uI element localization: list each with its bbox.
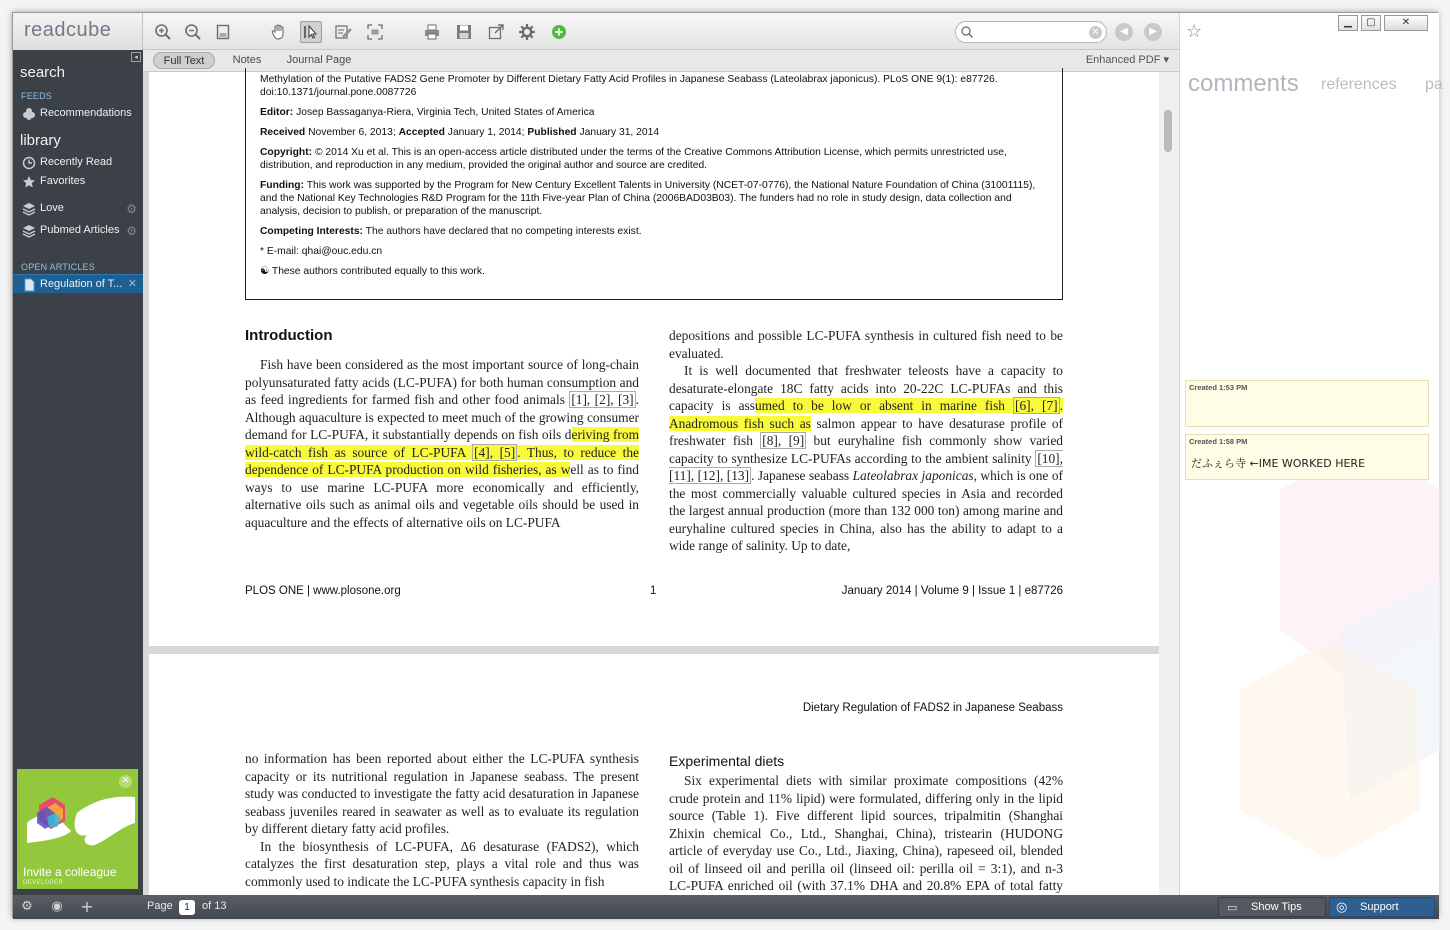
sidebar-item-label: Regulation of T... [40,278,123,290]
comment-timestamp: Created 1:58 PM [1189,437,1248,446]
sidebar [13,50,143,895]
add-icon[interactable]: + [80,897,94,916]
gear-icon[interactable]: ⚙ [126,224,137,238]
search-box[interactable] [955,21,1107,43]
text-run: It is well documented that freshwater teleosts have a capacity to desaturate-elongate 18C fatty acids into 20-22C LC-PUFAs and this capacity is ass [669,363,1063,413]
snapshot-icon[interactable] [364,21,386,43]
dates-line [260,126,1048,139]
sidebar-item-love[interactable] [13,199,143,219]
comment-card[interactable] [1185,380,1429,427]
external-icon[interactable] [485,21,507,43]
show-tips-button[interactable] [1218,897,1326,917]
sidebar-library[interactable]: library [20,132,61,149]
experimental-diets-heading: Experimental diets [669,753,785,769]
copyright: © 2014 Xu et al. This is an open-access article distributed under the terms of the Creative Commons Attribution License, which permits unrestricted use, distribution, and reproduction in any medium, provided the original author and source are credited. [260,147,1007,171]
sidebar-item-favorites[interactable] [13,172,143,192]
zoom-in-icon[interactable] [152,21,174,43]
highlight[interactable]: . Thus, to reduce the dependence of LC-PUFA production on wild fisheries, as w [245,444,639,477]
comment-card[interactable] [1185,434,1429,480]
sidebar-item-label: Recommendations [40,107,132,119]
hands-icon [17,783,138,865]
paragraph [245,356,639,531]
comment-text[interactable]: だふぇら寺 ←IME WORKED HERE [1191,457,1366,470]
text-select-icon[interactable] [300,21,322,43]
funding-label: Funding: [260,180,305,191]
copyright-label: Copyright: [260,147,313,158]
app-window [12,12,1443,918]
citation-link[interactable]: [4], [5] [474,444,516,460]
settings-icon[interactable]: ⚙ [21,899,33,914]
minimize-button[interactable]: ▁ [1338,15,1358,31]
citation-link[interactable]: [1], [2], [3] [571,392,634,407]
settings-icon[interactable] [516,21,538,43]
left-column [245,356,639,531]
pdf-page-1 [149,72,1159,646]
invite-subtitle: DEVELOPER [23,880,64,886]
support-button[interactable] [1329,897,1435,917]
sidebar-item-label: Favorites [40,175,86,187]
speech-bubble-icon: ▭ [1227,901,1238,914]
search-icon [960,25,974,39]
sidebar-item-open-article[interactable] [13,274,143,294]
brand-logo [13,13,143,50]
funding-line [260,179,1048,218]
footer-left: PLOS ONE | www.plosone.org [245,585,401,597]
published: January 31, 2014 [579,127,660,138]
sidebar-item-recommendations[interactable] [13,104,143,124]
pdf-page-2 [149,654,1159,914]
sidebar-item-recently-read[interactable] [13,153,143,173]
clock-icon [22,156,36,170]
editor-line [260,106,1048,119]
competing-line [260,225,1048,238]
search-input[interactable] [976,24,1084,40]
paragraph: In the biosynthesis of LC-PUFA, Δ6 desaturase (FADS2), which catalyzes the first desaturation step, plays a vital role and thus was commonly used to indicate the LC-PUFA synthesis capacity in fish [245,838,639,889]
text-run: ell as to find ways to use marine LC-PUFA more economically and efficiently, alternative oils such as animal oils and vegetable oils should be used in aquaculture and the effects of alternative oils on LC-PUFA [245,462,639,530]
highlight[interactable]: umed to be low or absent in marine fish [754,398,1014,413]
citation-link[interactable]: [6], [7] [1015,398,1058,413]
footer-right: January 2014 | Volume 9 | Issue 1 | e87726 [841,585,1063,597]
clover-icon [22,107,36,121]
accepted-label: Accepted [398,127,445,138]
received-label: Received [260,127,306,138]
highlight[interactable]: . Anadromous fish such as [669,398,1063,431]
invite-title: Invite a colleague [23,865,117,879]
citation: Methylation of the Putative FADS2 Gene Promoter by Different Dietary Fatty Acid Profiles in Japanese Seabass (Lateolabrax japonicus). PLoS ONE 9(1): e87726. doi:10.1371/journal.pone.0087726 [260,74,998,98]
page-number-input[interactable]: 1 [179,900,195,915]
left-column [245,750,639,890]
text-run: salmon appear to have desaturase profile of freshwater fish [669,415,1063,448]
close-article-icon[interactable]: ✕ [127,277,137,290]
equal-contribution-line: ☯ These authors contributed equally to this work. [260,266,485,277]
star-icon [22,175,36,189]
show-tips-label: Show Tips [1251,901,1302,913]
citation-link[interactable]: [10], [11], [12], [13] [669,450,1063,483]
close-button[interactable]: ✕ [1384,15,1428,31]
running-head: Dietary Regulation of FADS2 in Japanese Seabass [802,702,1063,714]
maximize-button[interactable]: ▢ [1361,15,1381,31]
stack-icon [22,202,36,216]
received: November 6, 2013; [308,127,396,138]
vertical-scrollbar[interactable] [1159,72,1179,895]
copyright-line [260,146,1048,172]
tab-references[interactable]: references [1321,76,1397,93]
text-run: Fish have been considered as the most important source of long-chain polyunsaturated fatty acids (LC-PUFA) for both human consumption and as feed ingredients for farmed fish and other food animals [245,357,639,407]
document-icon [22,278,36,292]
right-panel-header [1179,13,1439,50]
funding: This work was supported by the Program for New Century Excellent Talents in University (NCET-07-0776), the National Nature Foundation of China (31001115), and the National Key Technologies R&D Program for the 11th Five-year Plan of China (2006BAD03B03). The funders had no role in study design, data collection and analysis, decision to publish, or preparation of the manuscript. [260,180,1036,217]
tab-journal-page[interactable]: Journal Page [286,54,352,66]
tab-comments[interactable]: comments [1188,70,1299,97]
paragraph: no information has been reported about either the LC-PUFA synthesis capacity or its nutritional regulation in Japanese seabass. The present study was conducted to investigate the fatty acid desaturation in Japanese seabass juveniles reared in seawater as well as to evaluate its regulation by different dietary fatty acid profiles. [245,751,639,836]
document-viewer[interactable] [143,72,1179,895]
paragraph: Six experimental diets with similar proximate compositions (42% crude protein and 11% lipid) were formulated, differing only in the lipid source (Table 1). Five different lipid sources, tripalmitin (Shanghai Zhixin chemical Co., Ltd., Shanghai, China), tristearin (HUDONG article of everyday use Co., Ltd., Jiaxing, China), rapeseed oil, blended oil of linseed oil and perilla oil (linseed oil: perilla oil = 3:1), and n-3 LC-PUFA enriched oil (with 37.1% DHA and 20.8% EPA of total fatty [669,773,1063,893]
support-label: Support [1360,901,1399,913]
paragraph [669,362,1063,555]
collapse-sidebar-icon[interactable]: ◂ [131,52,141,62]
right-column [669,327,1063,555]
text-run: , which is one of the most commercially valuable cultured species in Asia and recorded the largest annual production (more than 132 000 ton) among marine and euryhaline cultured species in China, also has the ability to adapt to a wide range of salinity. Up to date, [669,468,1063,553]
text-run: but euryhaline fish commonly show varied capacity to synthesize LC-PUFAs according to the ambient salinity [669,433,1063,466]
scrollbar-thumb[interactable] [1164,110,1172,152]
print-icon[interactable] [421,21,443,43]
sidebar-item-pubmed[interactable] [13,221,143,241]
right-panel [1179,50,1443,895]
zoom-out-icon[interactable] [182,21,204,43]
sidebar-item-label: Recently Read [40,156,113,168]
save-icon[interactable] [453,21,475,43]
intro-heading: Introduction [245,327,333,344]
podcast-icon[interactable]: ◉ [51,899,63,914]
page-count: of 13 [202,900,227,912]
watermark-logo [1220,430,1440,890]
paragraph: depositions and possible LC-PUFA synthesis in cultured fish need to be evaluated. [669,328,1063,361]
accepted: January 1, 2014; [447,127,525,138]
article-info-box [245,68,1063,300]
brand-text: readcube [24,19,112,41]
tab-notes[interactable]: Notes [232,54,262,66]
text-run: . Although aquaculture is expected to meet much of the growing consumer demand for LC-PUFA, it substantially depends on fish oils d [245,392,639,442]
editor-label: Editor: [260,107,294,118]
clear-search-icon[interactable]: ✕ [1089,26,1102,39]
text-run: . Japanese seabass [751,468,853,483]
footer-page-number: 1 [650,585,657,597]
sidebar-item-label: Pubmed Articles [40,224,120,236]
citation-link[interactable]: [8], [9] [762,433,805,448]
invite-colleague-banner[interactable] [17,769,138,889]
next-result-icon[interactable]: ▶ [1144,23,1162,41]
competing: The authors have declared that no competing interests exist. [365,226,642,237]
comment-timestamp: Created 1:53 PM [1189,383,1248,392]
lifebuoy-icon: ◎ [1336,900,1348,915]
tab-more[interactable]: pa [1425,76,1443,93]
star-icon[interactable]: ☆ [1186,21,1203,42]
species-name: Lateolabrax japonicas [852,468,974,483]
page-label: Page [147,900,173,912]
hand-icon[interactable] [268,21,290,43]
competing-label: Competing Interests: [260,226,363,237]
annotate-icon[interactable] [332,21,354,43]
editor: Josep Bassaganya-Riera, Virginia Tech, United States of America [296,107,595,118]
email-line: * E-mail: qhai@ouc.edu.cn [260,246,383,257]
add-icon[interactable] [548,21,570,43]
close-banner-icon[interactable]: ✕ [119,775,132,788]
enhanced-pdf-dropdown[interactable]: Enhanced PDF ▾ [1085,54,1169,66]
right-column [669,772,1063,912]
fit-page-icon[interactable] [212,21,234,43]
stack-icon [22,224,36,238]
sidebar-search[interactable]: search [20,64,66,81]
open-articles-caption: OPEN ARTICLES [21,262,95,272]
status-bar [13,895,1439,919]
sidebar-item-label: Love [40,202,64,214]
gear-icon[interactable]: ⚙ [126,202,137,216]
highlight[interactable]: eriving from wild-catch fish as source of LC-PUFA [245,427,639,460]
feeds-caption: FEEDS [21,91,53,101]
previous-result-icon[interactable]: ◀ [1115,23,1133,41]
published-label: Published [527,127,577,138]
tab-full-text[interactable]: Full Text [153,52,215,69]
